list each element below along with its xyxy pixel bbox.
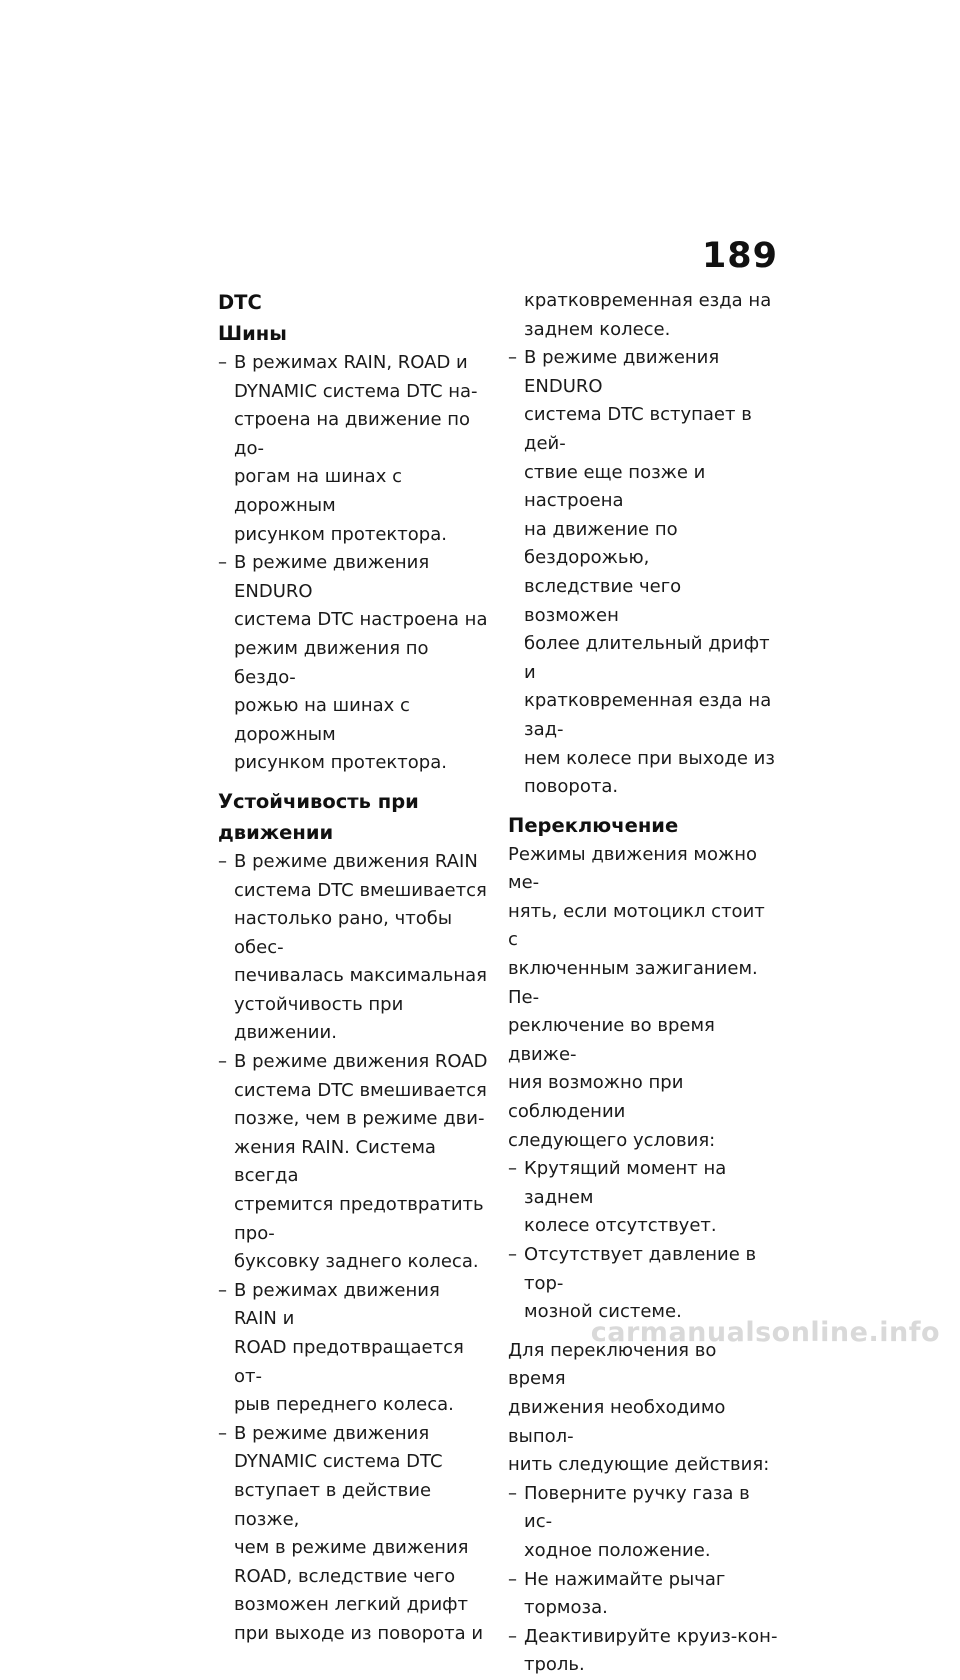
right-column <box>508 287 778 1680</box>
left-column <box>218 287 488 1649</box>
list-item: – В режимах движения RAIN и ROAD предотвращается от- рыв переднего колеса. <box>218 1277 488 1420</box>
list-item: – В режиме движения ENDURO система DTC настроена на режим движения по бездо- рожью на шинах с дорожным рисунком протектора. <box>218 549 488 778</box>
list-item: – В режиме движения ENDURO система DTC вступает в дей- ствие еще позже и настроена на движение по бездорожью, вследствие чего возможен более длительный дрифт и кратковременная езда на зад- нем колесе при выходе из поворота. <box>508 344 778 802</box>
list-item: – В режиме движения RAIN система DTC вмешивается настолько рано, чтобы обес- печивалась максимальная устойчивость при движении. <box>218 848 488 1048</box>
list-item: – Поверните ручку газа в ис- ходное положение. <box>508 1480 778 1566</box>
tires-heading: Шины <box>218 322 287 345</box>
list-item: – В режиме движения ROAD система DTC вмешивается позже, чем в режиме дви- жения RAIN. Система всегда стремится предотвратить про- буксовку заднего колеса. <box>218 1048 488 1277</box>
list-item: – В режимах RAIN, ROAD и DYNAMIC система DTC на- строена на движение по до- рогам на шинах с дорожным рисунком протектора. <box>218 349 488 549</box>
list-item: – Отсутствует давление в тор- мозной системе. <box>508 1241 778 1327</box>
stability-heading: Устойчивость при движении <box>218 789 419 844</box>
list-item: – Не нажимайте рычаг тормоза. <box>508 1566 778 1623</box>
watermark: carmanualsonline.info <box>590 1317 940 1348</box>
actions-paragraph: Для переключения во время движения необходимо выпол- нить следующие действия: <box>508 1339 770 1476</box>
switch-heading: Переключение <box>508 813 679 837</box>
list-item: – Крутящий момент на заднем колесе отсутствует. <box>508 1155 778 1241</box>
list-item-continuation: кратковременная езда на заднем колесе. <box>524 290 772 340</box>
dtc-heading: DTC <box>218 291 262 314</box>
switch-paragraph: Режимы движения можно ме- нять, если мотоцикл стоит с включенным зажиганием. Пе- реключение во время движе- ния возможно при соблюдении следующего условия: <box>508 843 765 1151</box>
page-number: 189 <box>701 236 778 276</box>
list-item: – Деактивируйте круиз-кон- троль. <box>508 1623 778 1680</box>
list-item: – В режиме движения DYNAMIC система DTC вступает в действие позже, чем в режиме движения ROAD, вследствие чего возможен легкий дрифт при выходе из поворота и <box>218 1420 488 1649</box>
